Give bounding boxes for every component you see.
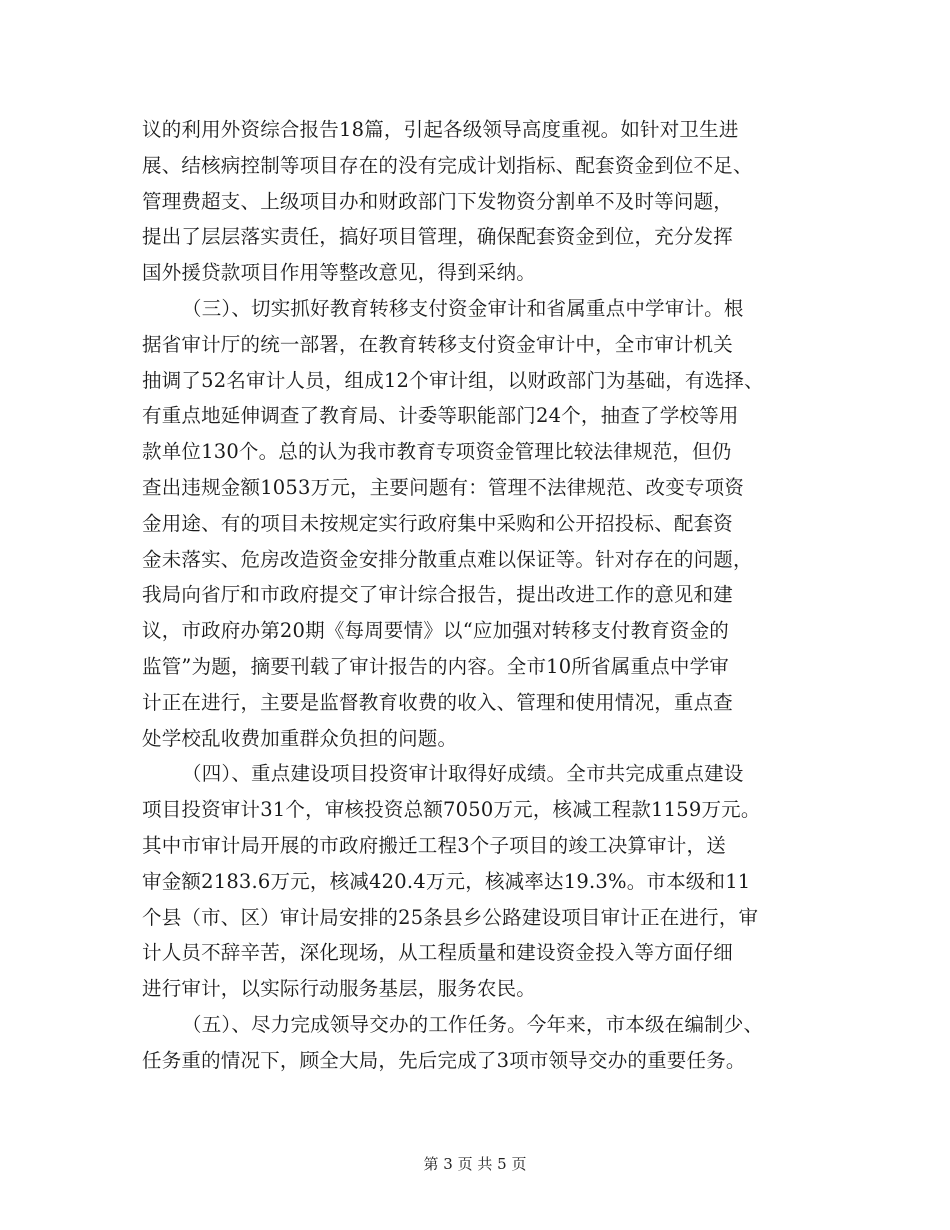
text-line: 抽调了52名审计人员，组成12个审计组，以财政部门为基础，有选择、 [142, 368, 764, 392]
text-line: （三）、切实抓好教育转移支付资金审计和省属重点中学审计。根 [182, 296, 744, 320]
text-line: 项目投资审计31个，审核投资总额7050万元，核减工程款1159万元。 [142, 798, 761, 822]
text-line: 提出了层层落实责任，搞好项目管理，确保配套资金到位，充分发挥 [142, 225, 734, 249]
text-line: 金用途、有的项目未按规定实行政府集中采购和公开招投标、配套资 [142, 511, 734, 535]
paragraph-construction-audit [142, 756, 810, 1007]
text-line: 有重点地延伸调查了教育局、计委等职能部门24个，抽查了学校等用 [142, 404, 739, 428]
text-line: 展、结核病控制等项目存在的没有完成计划指标、配套资金到位不足、 [142, 153, 753, 177]
text-line: 国外援贷款项目作用等整改意见，得到采纳。 [142, 261, 537, 285]
text-line: （四）、重点建设项目投资审计取得好成绩。全市共完成重点建设 [182, 762, 744, 786]
document-body [142, 112, 810, 1079]
text-line: 个县（市、区）审计局安排的25条县乡公路建设项目审计正在进行，审 [142, 905, 759, 929]
text-line: 金未落实、危房改造资金安排分散重点难以保证等。针对存在的问题， [142, 547, 753, 571]
text-line: 查出违规金额1053万元，主要问题有：管理不法律规范、改变专项资 [142, 475, 745, 499]
page-number-footer: 第 3 页 共 5 页 [423, 1155, 527, 1173]
text-line: 议，市政府办第20期《每周要情》以“应加强对转移支付教育资金的 [142, 619, 729, 643]
text-line: 款单位130个。总的认为我市教育专项资金管理比较法律规范，但仍 [142, 440, 732, 464]
text-line: 计正在进行，主要是监督教育收费的收入、管理和使用情况，重点查 [142, 690, 734, 714]
text-line: 议的利用外资综合报告18篇，引起各级领导高度重视。如针对卫生进 [142, 118, 739, 141]
text-line: （五）、尽力完成领导交办的工作任务。今年来，市本级在编制少、 [182, 1012, 764, 1036]
paragraph-education-audit [142, 291, 810, 756]
text-line: 管理费超支、上级项目办和财政部门下发物资分割单不及时等问题， [142, 189, 734, 213]
text-line: 审金额2183.6万元，核减420.4万元，核减率达19.3%。市本级和11 [142, 869, 751, 893]
text-line: 计人员不辞辛苦，深化现场，从工程质量和建设资金投入等方面仔细 [142, 941, 734, 965]
text-line: 其中市审计局开展的市政府搬迁工程3个子项目的竣工决算审计，送 [142, 833, 726, 857]
paragraph-foreign-investment-report [142, 112, 810, 291]
text-line: 我局向省厅和市政府提交了审计综合报告，提出改进工作的意见和建 [142, 583, 734, 607]
text-line: 处学校乱收费加重群众负担的问题。 [142, 726, 458, 750]
text-line: 监管”为题，摘要刊载了审计报告的内容。全市10所省属重点中学审 [142, 654, 729, 678]
text-line: 据省审计厅的统一部署，在教育转移支付资金审计中，全市审计机关 [142, 332, 734, 356]
text-line: 进行审计，以实际行动服务基层，服务农民。 [142, 977, 537, 1001]
paragraph-leadership-tasks [142, 1007, 810, 1079]
text-line: 任务重的情况下，顾全大局，先后完成了3项市领导交办的重要任务。 [142, 1048, 746, 1072]
